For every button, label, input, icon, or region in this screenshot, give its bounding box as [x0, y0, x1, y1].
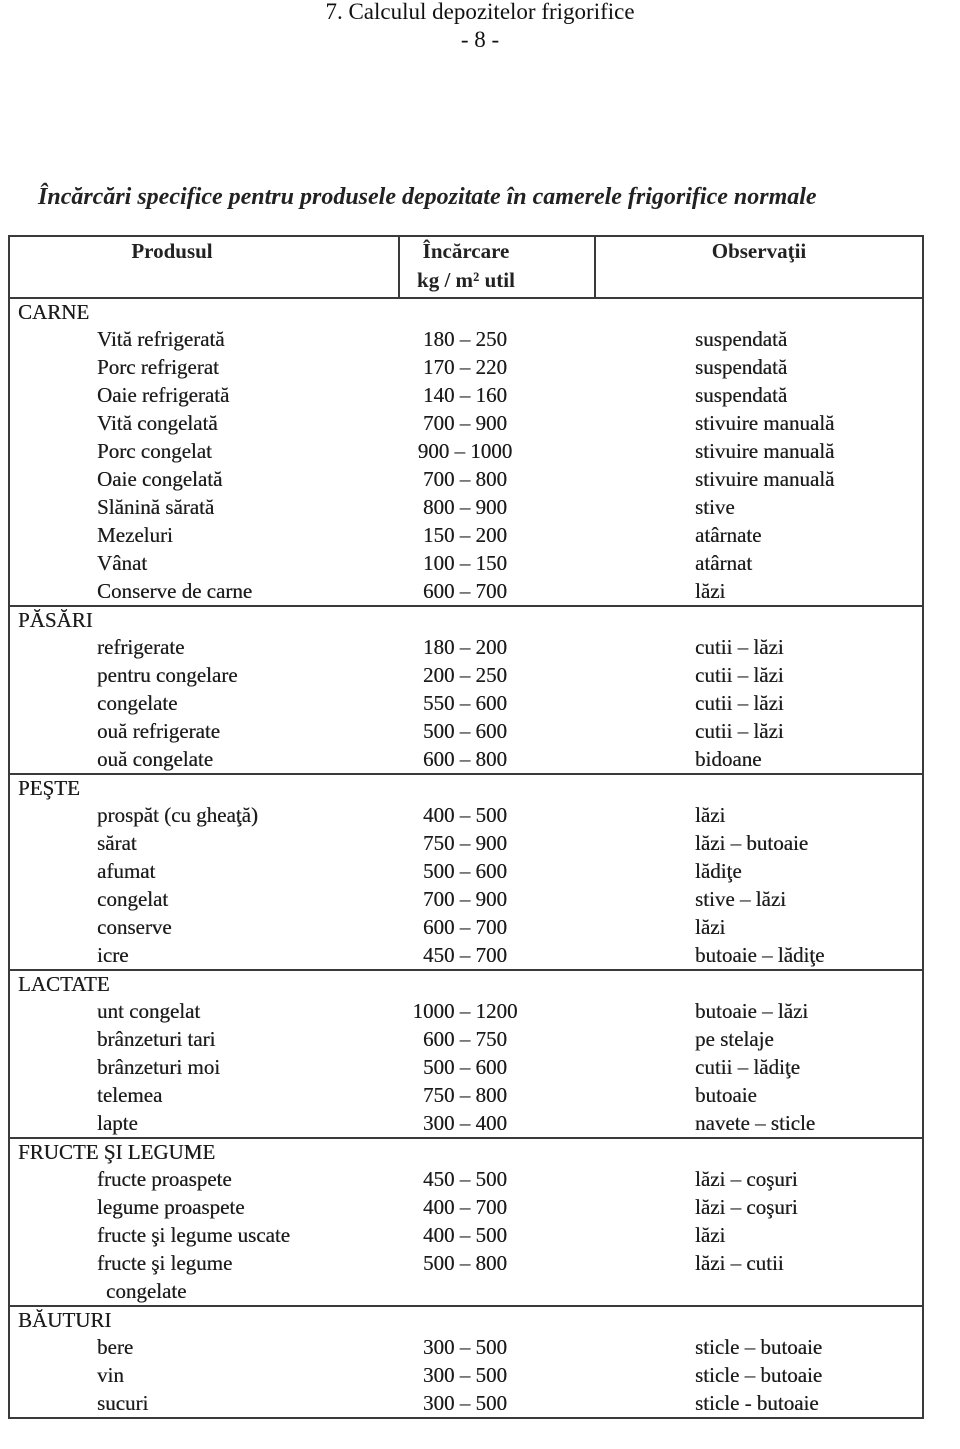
notes-cell: cutii – lăzi — [695, 635, 784, 659]
load-cell: 150 – 200 — [423, 523, 507, 547]
product-name: Mezeluri — [97, 523, 173, 547]
notes-cell: sticle - butoaie — [695, 1391, 819, 1415]
table-section — [10, 969, 922, 1137]
product-cell — [97, 913, 172, 941]
load-cell: 1000 – 1200 — [412, 999, 518, 1023]
load-cell: 400 – 500 — [423, 803, 507, 827]
load-cell: 600 – 700 — [423, 915, 507, 939]
product-cell — [97, 1389, 148, 1417]
section-label: PĂSĂRI — [18, 608, 93, 632]
product-name: brânzeturi tari — [97, 1027, 216, 1051]
header-notes: Observaţii — [711, 239, 807, 263]
product-cell — [97, 1221, 290, 1249]
load-cell: 450 – 500 — [423, 1167, 507, 1191]
product-cell — [97, 689, 177, 717]
notes-cell: navete – sticle — [695, 1111, 816, 1135]
table-row — [10, 941, 922, 969]
load-cell: 600 – 800 — [423, 747, 507, 771]
product-name: brânzeturi moi — [97, 1055, 221, 1079]
product-cell — [97, 829, 137, 857]
product-cell — [97, 437, 212, 465]
notes-cell: cutii – lădiţe — [695, 1055, 800, 1079]
table-row — [10, 1249, 922, 1305]
notes-cell: atârnate — [695, 523, 762, 547]
product-name: fructe şi legume uscate — [97, 1223, 290, 1247]
product-name: icre — [97, 943, 129, 967]
product-name: ouă congelate — [97, 747, 214, 771]
notes-cell: stive – lăzi — [695, 887, 786, 911]
notes-cell: lăzi — [695, 579, 726, 603]
table-row — [10, 325, 922, 353]
table-row — [10, 409, 922, 437]
product-name-line2: congelate — [106, 1279, 187, 1303]
load-cell: 600 – 750 — [423, 1027, 507, 1051]
product-cell — [97, 1193, 245, 1221]
table-header — [10, 237, 922, 297]
header-load-line2: kg / m² util — [417, 268, 515, 292]
section-label-row — [10, 971, 922, 997]
load-cell: 400 – 500 — [423, 1223, 507, 1247]
table-section — [10, 1305, 922, 1417]
product-cell — [97, 941, 128, 969]
notes-cell: lăzi – coşuri — [695, 1167, 798, 1191]
table-row — [10, 493, 922, 521]
product-name: Porc refrigerat — [97, 355, 219, 379]
notes-cell: sticle – butoaie — [695, 1335, 823, 1359]
chapter-title: 7. Calculul depozitelor frigorifice — [325, 0, 635, 24]
load-cell: 170 – 220 — [423, 355, 507, 379]
notes-cell: lădiţe — [695, 859, 742, 883]
load-cell: 300 – 500 — [423, 1335, 507, 1359]
product-cell — [97, 633, 184, 661]
table-row — [10, 745, 922, 773]
product-name: lapte — [97, 1111, 138, 1135]
header-product: Produsul — [131, 239, 213, 263]
product-cell — [97, 549, 147, 577]
product-cell — [97, 997, 200, 1025]
product-name: Vânat — [97, 551, 148, 575]
load-cell: 180 – 200 — [423, 635, 507, 659]
product-cell — [97, 857, 155, 885]
table-row — [10, 1081, 922, 1109]
product-cell — [97, 1053, 220, 1081]
notes-cell: bidoane — [695, 747, 762, 771]
product-cell — [97, 801, 258, 829]
notes-cell: atârnat — [695, 551, 753, 575]
notes-cell: stive — [695, 495, 735, 519]
product-name: Slănină sărată — [97, 495, 215, 519]
product-name: afumat — [97, 859, 156, 883]
product-name: unt congelat — [97, 999, 201, 1023]
table-title: Încărcări specifice pentru produsele depozitate în camerele frigorifice normale — [38, 184, 817, 210]
product-cell — [97, 577, 252, 605]
notes-cell: stivuire manuală — [695, 467, 835, 491]
table-row — [10, 829, 922, 857]
product-cell — [97, 353, 219, 381]
product-name: prospăt (cu gheaţă) — [97, 803, 258, 827]
product-name: legume proaspete — [97, 1195, 245, 1219]
table-row — [10, 857, 922, 885]
load-cell: 450 – 700 — [423, 943, 507, 967]
load-cell: 140 – 160 — [423, 383, 507, 407]
product-cell — [97, 521, 173, 549]
table-row — [10, 717, 922, 745]
load-cell: 300 – 400 — [423, 1111, 507, 1135]
notes-cell: cutii – lăzi — [695, 719, 784, 743]
notes-cell: suspendată — [695, 355, 788, 379]
header-divider — [594, 237, 596, 297]
product-name: congelate — [97, 691, 178, 715]
load-cell: 300 – 500 — [423, 1363, 507, 1387]
load-cell: 900 – 1000 — [417, 439, 513, 463]
product-name: vin — [97, 1363, 124, 1387]
table-section — [10, 297, 922, 605]
product-name: Oaie refrigerată — [97, 383, 230, 407]
product-name: Conserve de carne — [97, 579, 253, 603]
notes-cell: cutii – lăzi — [695, 691, 784, 715]
product-name: sucuri — [97, 1391, 149, 1415]
product-cell — [97, 465, 222, 493]
section-label: BĂUTURI — [18, 1308, 112, 1332]
notes-cell: suspendată — [695, 383, 788, 407]
table-row — [10, 465, 922, 493]
load-cell: 400 – 700 — [423, 1195, 507, 1219]
section-label: FRUCTE ŞI LEGUME — [18, 1140, 216, 1164]
load-cell: 300 – 500 — [423, 1391, 507, 1415]
notes-cell: stivuire manuală — [695, 439, 835, 463]
product-cell — [97, 409, 218, 437]
load-cell: 700 – 900 — [423, 411, 507, 435]
notes-cell: butoaie – lăzi — [695, 999, 809, 1023]
table-row — [10, 1361, 922, 1389]
load-cell: 750 – 900 — [423, 831, 507, 855]
table-row — [10, 1053, 922, 1081]
product-name: Vită refrigerată — [97, 327, 225, 351]
table-section — [10, 1137, 922, 1305]
product-name: telemea — [97, 1083, 163, 1107]
section-label: LACTATE — [18, 972, 110, 996]
table-row — [10, 1025, 922, 1053]
load-cell: 180 – 250 — [423, 327, 507, 351]
notes-cell: lăzi — [695, 915, 726, 939]
section-label-row — [10, 1139, 922, 1165]
table-section — [10, 773, 922, 969]
product-name: refrigerate — [97, 635, 185, 659]
product-cell — [97, 1081, 162, 1109]
product-cell — [97, 1333, 133, 1361]
notes-cell: cutii – lăzi — [695, 663, 784, 687]
product-name: fructe şi legume — [97, 1251, 233, 1275]
load-cell: 500 – 600 — [423, 1055, 507, 1079]
notes-cell: lăzi — [695, 1223, 726, 1247]
product-cell — [97, 493, 214, 521]
table-row — [10, 549, 922, 577]
load-cell: 550 – 600 — [423, 691, 507, 715]
header-load-line1: Încărcare — [422, 239, 510, 263]
table-row — [10, 353, 922, 381]
notes-cell: pe stelaje — [695, 1027, 774, 1051]
product-cell — [97, 381, 229, 409]
product-cell — [97, 1109, 138, 1137]
product-name: conserve — [97, 915, 172, 939]
table-row — [10, 1193, 922, 1221]
storage-load-table — [8, 235, 924, 1419]
load-cell: 600 – 700 — [423, 579, 507, 603]
table-row — [10, 1165, 922, 1193]
notes-cell: lăzi — [695, 803, 726, 827]
product-name: sărat — [97, 831, 137, 855]
table-row — [10, 913, 922, 941]
table-row — [10, 801, 922, 829]
product-cell — [97, 661, 238, 689]
table-section — [10, 605, 922, 773]
load-cell: 500 – 600 — [423, 859, 507, 883]
notes-cell: suspendată — [695, 327, 788, 351]
product-name: congelat — [97, 887, 169, 911]
product-cell — [97, 1165, 232, 1193]
notes-cell: butoaie – lădiţe — [695, 943, 825, 967]
table-body — [10, 297, 922, 1417]
product-name: fructe proaspete — [97, 1167, 232, 1191]
product-cell — [97, 745, 213, 773]
product-cell — [97, 1249, 232, 1305]
table-row — [10, 577, 922, 605]
page-number: - 8 - — [460, 27, 500, 52]
notes-cell: sticle – butoaie — [695, 1363, 823, 1387]
table-row — [10, 1109, 922, 1137]
table-row — [10, 1333, 922, 1361]
table-row — [10, 1221, 922, 1249]
product-cell — [97, 1361, 124, 1389]
section-label-row — [10, 775, 922, 801]
load-cell: 750 – 800 — [423, 1083, 507, 1107]
load-cell: 700 – 800 — [423, 467, 507, 491]
section-label-row — [10, 299, 922, 325]
product-name: pentru congelare — [97, 663, 238, 687]
product-name: Porc congelat — [97, 439, 212, 463]
table-row — [10, 381, 922, 409]
table-row — [10, 997, 922, 1025]
table-row — [10, 885, 922, 913]
notes-cell: lăzi – butoaie — [695, 831, 809, 855]
load-cell: 200 – 250 — [423, 663, 507, 687]
section-label-row — [10, 1307, 922, 1333]
notes-cell: stivuire manuală — [695, 411, 835, 435]
section-label-row — [10, 607, 922, 633]
table-row — [10, 521, 922, 549]
notes-cell: lăzi – coşuri — [695, 1195, 798, 1219]
product-name: Vită congelată — [97, 411, 218, 435]
product-name: Oaie congelată — [97, 467, 223, 491]
product-name: ouă refrigerate — [97, 719, 220, 743]
load-cell: 700 – 900 — [423, 887, 507, 911]
load-cell: 800 – 900 — [423, 495, 507, 519]
section-label: PEŞTE — [18, 776, 80, 800]
load-cell: 500 – 800 — [423, 1251, 507, 1275]
notes-cell: lăzi – cutii — [695, 1251, 784, 1275]
table-row — [10, 661, 922, 689]
table-row — [10, 689, 922, 717]
section-label: CARNE — [18, 300, 90, 324]
product-cell — [97, 1025, 215, 1053]
table-row — [10, 1389, 922, 1417]
table-row — [10, 437, 922, 465]
product-cell — [97, 885, 168, 913]
load-cell: 500 – 600 — [423, 719, 507, 743]
notes-cell: butoaie — [695, 1083, 757, 1107]
load-cell: 100 – 150 — [423, 551, 507, 575]
table-row — [10, 633, 922, 661]
product-cell — [97, 717, 220, 745]
product-cell — [97, 325, 225, 353]
product-name: bere — [97, 1335, 134, 1359]
